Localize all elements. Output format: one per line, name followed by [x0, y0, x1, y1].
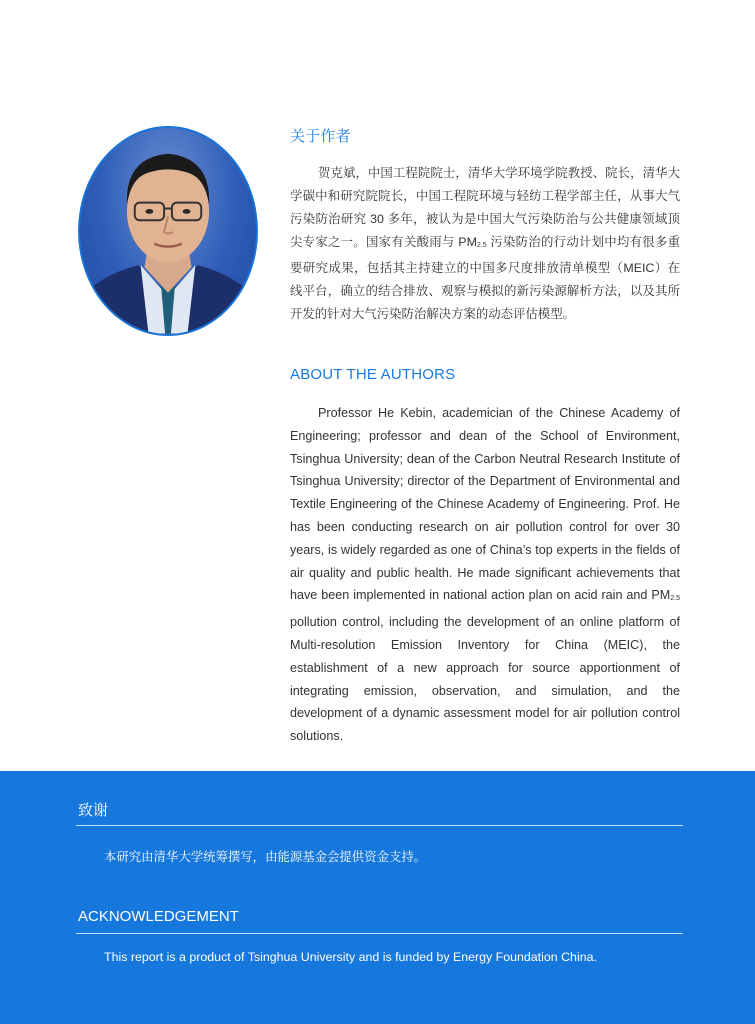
paragraph-text: 污染防治的行动计划中均有很多重要研究成果，包括其主持建立的中国多尺度排放清单模型（MEIC）在线平台，确立的结合排放、观察与模拟的新污染源解析方法，以及其所开发的针对大气污染防治解决方案的动态评估模型。	[290, 235, 680, 321]
author-portrait	[78, 126, 258, 336]
subscript: 2.5	[670, 595, 680, 603]
about-author-paragraph-cn	[290, 162, 680, 326]
about-authors-en-body	[290, 402, 680, 748]
about-authors-paragraph-en	[290, 402, 680, 748]
acknowledgement-text-en: This report is a product of Tsinghua University and is funded by Energy Foundation China.	[104, 950, 597, 964]
about-author-heading-cn: 关于作者	[290, 128, 351, 145]
about-author-cn-body	[290, 162, 680, 326]
divider	[76, 933, 683, 934]
subscript: 2.5	[476, 242, 487, 249]
about-author-cn	[290, 125, 680, 146]
paragraph-text: 贺克斌，中国工程院院士，清华大学环境学院教授、院长，清华大学碳中和研究院院长，中国工程院环境与轻纺工程学部主任，从事大气污染防治研究 30 多年，被认为是中国大气污染防治与公共健康领域顶尖专家之一。国家有关酸雨与 PM	[290, 166, 680, 249]
acknowledgement-title-en: ACKNOWLEDGEMENT	[78, 908, 239, 925]
about-authors-heading-en: ABOUT THE AUTHORS	[290, 366, 456, 383]
acknowledgement-band	[0, 771, 755, 1024]
acknowledgement-title-cn: 致谢	[78, 802, 109, 819]
portrait-illustration	[80, 128, 256, 334]
paragraph-text: Professor He Kebin, academician of the Chinese Academy of Engineering; professor and dean of the School of Environment, Tsinghua University; dean of the Carbon Neutral Research Institute of Tsinghua University; director of the Department of Environmental and Textile Engineering of the Chinese Academy of Engineering. Prof. He has been conducting research on air pollution control for over 30 years, is widely regarded as one of China’s top experts in the fields of air quality and public health. He made significant achievements that have been implemented in national action plan on acid rain and PM	[290, 406, 680, 603]
paragraph-text: pollution control, including the development of an online platform of Multi-resolution Emission Inventory for China (MEIC), the establishment of a new approach for source apportionment of integrating emission, observation, and simulation, and the development of a dynamic assessment model for air pollution control solutions.	[290, 615, 680, 744]
about-authors-en	[290, 366, 680, 383]
divider	[76, 825, 683, 826]
acknowledgement-text-cn: 本研究由清华大学统筹撰写，由能源基金会提供资金支持。	[104, 850, 427, 864]
